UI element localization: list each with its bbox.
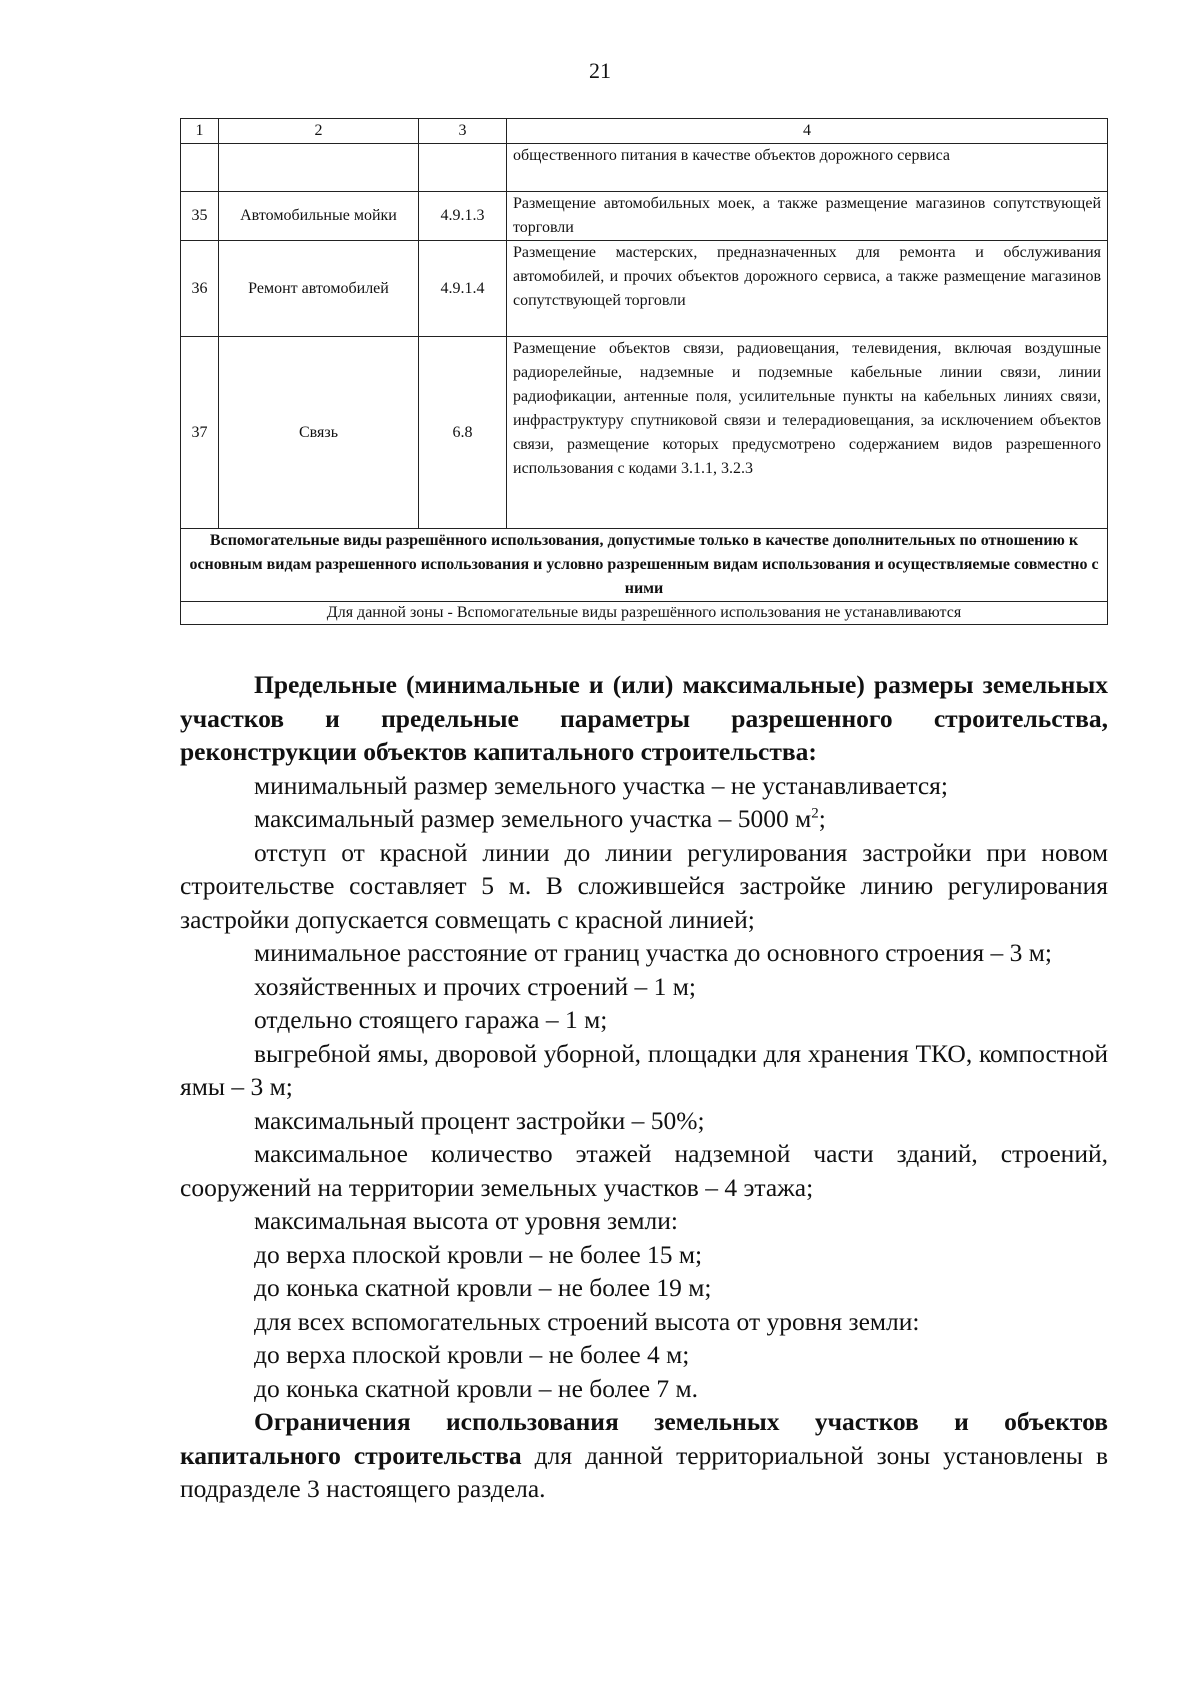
use-type-code: 4.9.1.4 [419,241,507,337]
parameters-section [180,668,1108,1506]
table-row [181,192,1108,241]
section-heading: Предельные (минимальные и (или) максимальные) размеры земельных участков и предельные параметры разрешенного строительства, реконструкции объектов капитального строительства: [180,670,1108,766]
use-type-name: Автомобильные мойки [219,192,419,241]
use-type-description: Размещение объектов связи, радиовещания, телевидения, включая воздушные радиорелейные, надземные и подземные кабельные линии связи, линии радиофикации, антенные поля, усилительные пункты на кабельных линиях связи, инфраструктуру спутниковой связи и телерадиовещания, за исключением объектов связи, размещение которых предусмотрено содержанием видов разрешенного использования с кодами 3.1.1, 3.2.3 [507,337,1108,529]
table-row [181,337,1108,529]
auxiliary-heading-row [181,529,1108,602]
use-type-code [419,144,507,192]
param-cesspit: выгребной ямы, дворовой уборной, площадки для хранения ТКО, компостной ямы – 3 м; [180,1038,1108,1101]
use-type-name [219,144,419,192]
use-type-code: 4.9.1.3 [419,192,507,241]
param-aux-height: для всех вспомогательных строений высота от уровня земли: [254,1306,920,1336]
table-header-cell: 3 [419,119,507,144]
param-min-distance: минимальное расстояние от границ участка до основного строения – 3 м; [254,938,1053,967]
row-number: 36 [181,241,219,337]
use-type-name: Связь [219,337,419,529]
max-plot-text: максимальный размер земельного участка – 5000 м [254,804,812,833]
use-type-code: 6.8 [419,337,507,529]
param-flat-roof: до верха плоской кровли – не более 15 м; [254,1239,703,1269]
table-header-cell: 2 [219,119,419,144]
param-garage: отдельно стоящего гаража – 1 м; [254,1005,608,1034]
row-number: 35 [181,192,219,241]
table-row [181,144,1108,192]
table-header-cell: 4 [507,119,1108,144]
land-use-table [180,118,1108,625]
restrictions-text: для данной территориальной зоны установлены в подразделе 3 настоящего раздела. [180,1440,1109,1503]
restrictions-bold: Ограничения использования земельных участков и объектов капитального строительства [180,1407,1108,1470]
use-type-description: общественного питания в качестве объектов дорожного сервиса [507,144,1108,192]
restrictions-paragraph [180,1405,1108,1506]
page-number: 21 [589,58,611,83]
use-type-name: Ремонт автомобилей [219,241,419,337]
param-pitched-roof: до конька скатной кровли – не более 19 м; [254,1273,712,1302]
table-row [181,241,1108,337]
row-number: 37 [181,337,219,529]
param-max-percent: максимальный процент застройки – 50%; [254,1105,705,1135]
param-max-height: максимальная высота от уровня земли: [254,1206,678,1235]
max-plot-end: ; [818,804,826,833]
square-superscript: 2 [811,805,819,822]
param-max-plot [180,802,1108,836]
row-number [181,144,219,192]
param-aux-pitched-roof: до конька скатной кровли – не более 7 м. [254,1373,699,1403]
param-min-plot: минимальный размер земельного участка – не устанавливается; [254,770,948,800]
auxiliary-uses-heading: Вспомогательные виды разрешённого использования, допустимые только в качестве дополнительных по отношению к основным видам разрешенного использования и условно разрешенным видам использования и осуществляемые совместно с ними [181,529,1108,602]
use-type-description: Размещение мастерских, предназначенных для ремонта и обслуживания автомобилей, и прочих объектов дорожного сервиса, а также размещение магазинов сопутствующей торговли [507,241,1108,337]
use-type-description: Размещение автомобильных моек, а также размещение магазинов сопутствующей торговли [507,192,1108,241]
param-setback: отступ от красной линии до линии регулирования застройки при новом строительстве составляет 5 м. В сложившейся застройке линию регулирования застройки допускается совмещать с красной линией; [180,837,1108,934]
table-header-row [181,119,1108,144]
table-header-cell: 1 [181,119,219,144]
param-household-buildings: хозяйственных и прочих строений – 1 м; [254,971,696,1001]
param-aux-flat-roof: до верха плоской кровли – не более 4 м; [254,1340,690,1369]
auxiliary-uses-note: Для данной зоны - Вспомогательные виды разрешённого использования не устанавливаются [181,602,1108,625]
auxiliary-note-row [181,602,1108,625]
param-max-floors: максимальное количество этажей надземной части зданий, строений, сооружений на территории земельных участков – 4 этажа; [180,1139,1108,1202]
